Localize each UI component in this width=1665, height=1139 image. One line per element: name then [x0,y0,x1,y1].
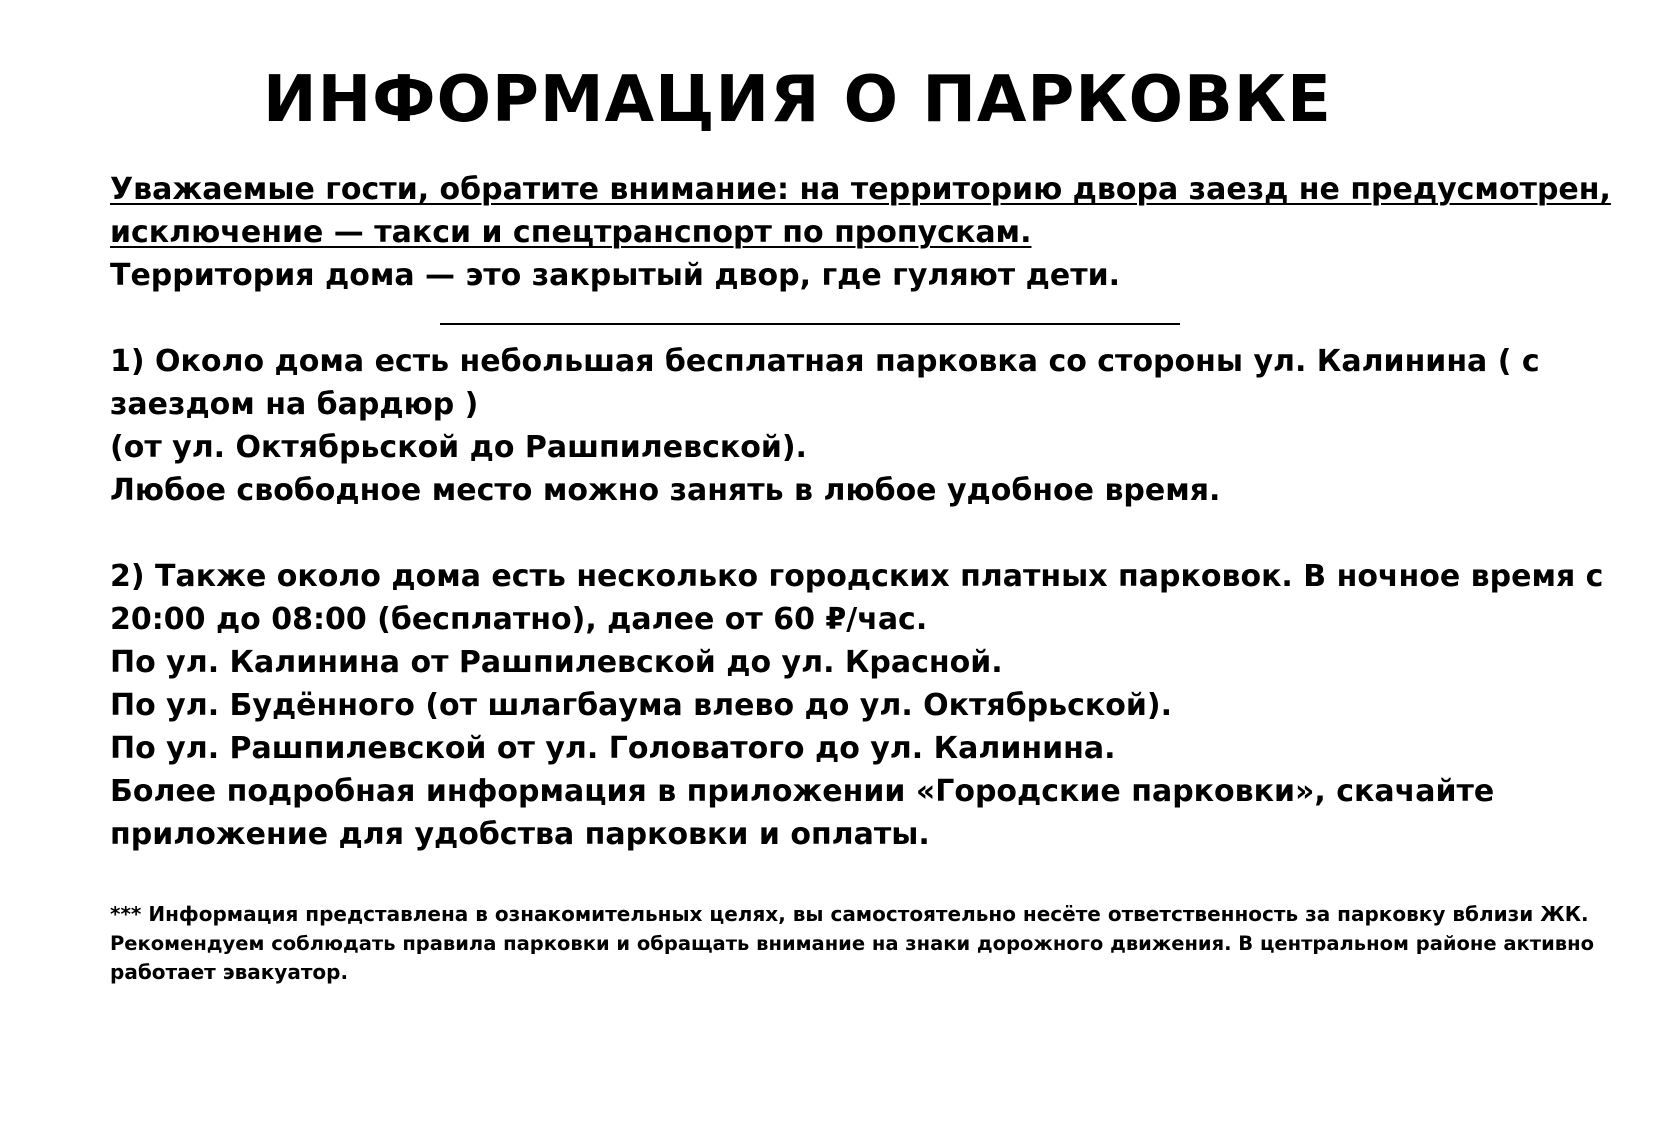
section2-line: 2) Также около дома есть несколько городских платных парковок. В ночное время с [110,559,1604,594]
section2-line: 20:00 до 08:00 (бесплатно), далее от 60 ₽/час. [110,602,928,637]
section1-line: заездом на бардюр ) [110,387,479,422]
spacer [110,512,1630,555]
section1-line: (от ул. Октябрьской до Рашпилевской). [110,430,807,465]
divider [110,297,1630,340]
disclaimer-line: работает эвакуатор. [110,960,349,984]
main-text [110,168,1630,856]
section1-line: Любое свободное место можно занять в любое удобное время. [110,473,1221,508]
section2-line: приложение для удобства парковки и оплаты. [110,817,930,852]
notice-line: Территория дома — это закрытый двор, где гуляют дети. [110,258,1120,293]
notice-line: исключение — такси и спецтранспорт по пропускам. [110,215,1032,250]
section2-line: По ул. Будённого (от шлагбаума влево до ул. Октябрьской). [110,688,1172,723]
page-title: ИНФОРМАЦИЯ О ПАРКОВКЕ [263,63,1332,137]
disclaimer [110,900,1610,987]
disclaimer-line: Рекомендуем соблюдать правила парковки и обращать внимание на знаки дорожного движения. В центральном районе активно [110,932,1594,955]
section2-line: По ул. Рашпилевской от ул. Головатого до ул. Калинина. [110,731,1116,766]
notice-line: Уважаемые гости, обратите внимание: на территорию двора заезд не предусмотрен, [110,172,1611,207]
section2-line: По ул. Калинина от Рашпилевской до ул. Красной. [110,645,1003,680]
disclaimer-line: *** Информация представлена в ознакомительных целях, вы самостоятельно несёте ответственность за парковку вблизи ЖК. [110,902,1589,926]
section1-line: 1) Около дома есть небольшая бесплатная парковка со стороны ул. Калинина ( с [110,344,1540,379]
section2-line: Более подробная информация в приложении «Городские парковки», скачайте [110,774,1495,809]
